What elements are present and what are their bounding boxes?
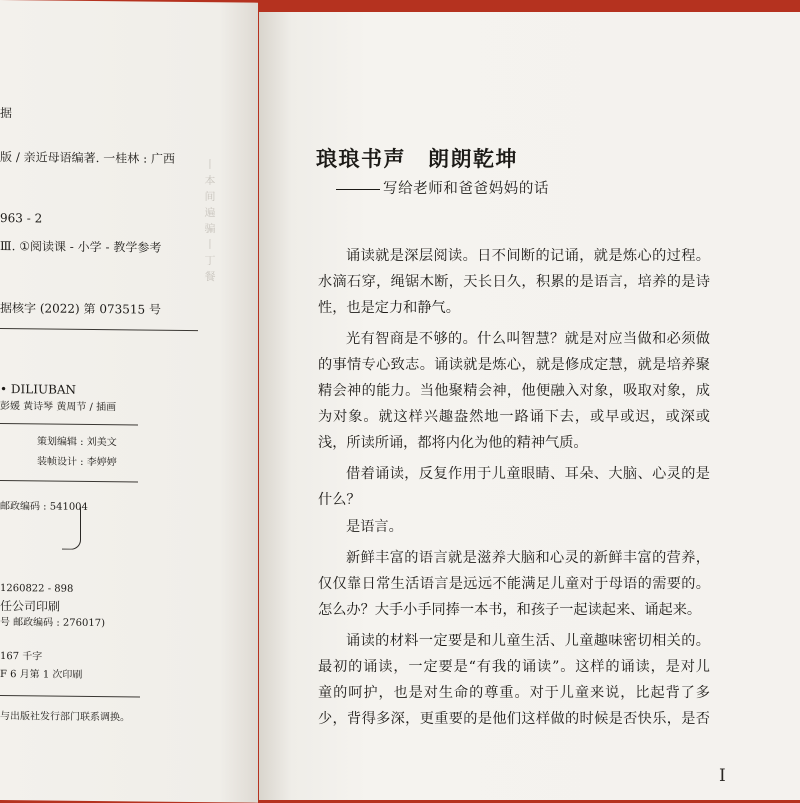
print-date: F 6 月第 1 次印刷 <box>0 669 83 681</box>
body-line: 什么？ <box>318 492 361 508</box>
page-subtitle: 写给老师和爸爸妈妈的话 <box>336 177 549 198</box>
word-count: 167 千字 <box>0 651 43 663</box>
printer: 任公司印刷 <box>0 599 61 614</box>
body-line: 仅仅靠日常生活语言是远远不能满足儿童对于母语的需要的。 <box>318 576 710 592</box>
series-name: • DILIUBAN <box>0 382 77 397</box>
phone-number: 1260822 - 898 <box>0 583 74 595</box>
page-number: I <box>719 766 726 786</box>
divider <box>0 423 138 425</box>
divider <box>0 328 198 331</box>
printer-postal-code: 号 邮政编码 : 276017) <box>0 617 105 630</box>
return-notice: 与出版社发行部门联系调换。 <box>0 711 130 724</box>
body-line: 为对象。就这样兴趣盎然地一路诵下去，或早或迟，或深或 <box>318 409 710 425</box>
bracket-mark <box>62 507 81 550</box>
cip-line-record-number: 据核字 (2022) 第 073515 号 <box>0 301 161 317</box>
body-line: 水滴石穿，绳锯木断，天长日久，积累的是语言，培养的是诗 <box>318 274 710 290</box>
planning-editor: 策划编辑 : 刘美文 <box>37 436 117 449</box>
cip-line-author: 版 / 亲近母语编著. 一桂林 : 广西 <box>0 150 175 166</box>
postal-code-publisher: 邮政编码 : 541004 <box>0 501 88 513</box>
em-dash <box>336 189 380 190</box>
page-title: 琅琅书声 朗朗乾坤 <box>316 146 518 171</box>
body-line: 借着诵读，反复作用于儿童眼睛、耳朵、大脑、心灵的是 <box>346 466 710 482</box>
divider <box>0 480 138 482</box>
cip-header-fragment: 据 <box>0 106 13 121</box>
body-line: 最初的诵读，一定要是“有我的诵读”。这样的诵读，是对儿 <box>318 659 710 675</box>
body-line: 性，也是定力和静气。 <box>318 300 460 316</box>
show-through-text: 丨 本 间 遍 骗 丨 丁 餐 <box>204 158 216 283</box>
body-line: 少，背得多深，更重要的是他们这样做的时候是否快乐，是否 <box>318 711 710 727</box>
cip-line-classification: Ⅲ. ①阅读课 - 小学 - 教学参考 <box>0 239 162 255</box>
right-page <box>259 12 800 800</box>
body-line: 浅，所读所诵，都将内化为他的精神气质。 <box>318 435 588 451</box>
body-line: 是语言。 <box>346 519 403 535</box>
body-line: 诵读就是深层阅读。日不间断的记诵，就是炼心的过程。 <box>346 248 710 264</box>
divider <box>0 695 140 697</box>
cip-line-isbn: 963 - 2 <box>0 211 43 226</box>
body-line: 光有智商是不够的。什么叫智慧？就是对应当做和必须做 <box>346 331 710 347</box>
body-line: 童的呵护，也是对生命的尊重。对于儿童来说，比起背了多 <box>318 685 710 701</box>
body-line: 诵读的材料一定要是和儿童生活、儿童趣味密切相关的。 <box>346 633 710 649</box>
left-page <box>0 0 258 803</box>
body-line: 新鲜丰富的语言就是滋养大脑和心灵的新鲜丰富的营养， <box>346 550 710 566</box>
cover-designer: 装帧设计 : 李婷婷 <box>37 456 117 469</box>
body-line: 的事情专心致志。诵读就是炼心，就是修成定慧，就是培养聚 <box>318 357 710 373</box>
body-line: 精会神的能力。当他聚精会神，他便融入对象，吸取对象，成 <box>318 383 710 399</box>
body-line: 怎么办？大手小手同捧一本书，和孩子一起读起来、诵起来。 <box>318 602 702 618</box>
illustrators: 彭媛 黄诗琴 黄周节 / 插画 <box>0 401 117 414</box>
